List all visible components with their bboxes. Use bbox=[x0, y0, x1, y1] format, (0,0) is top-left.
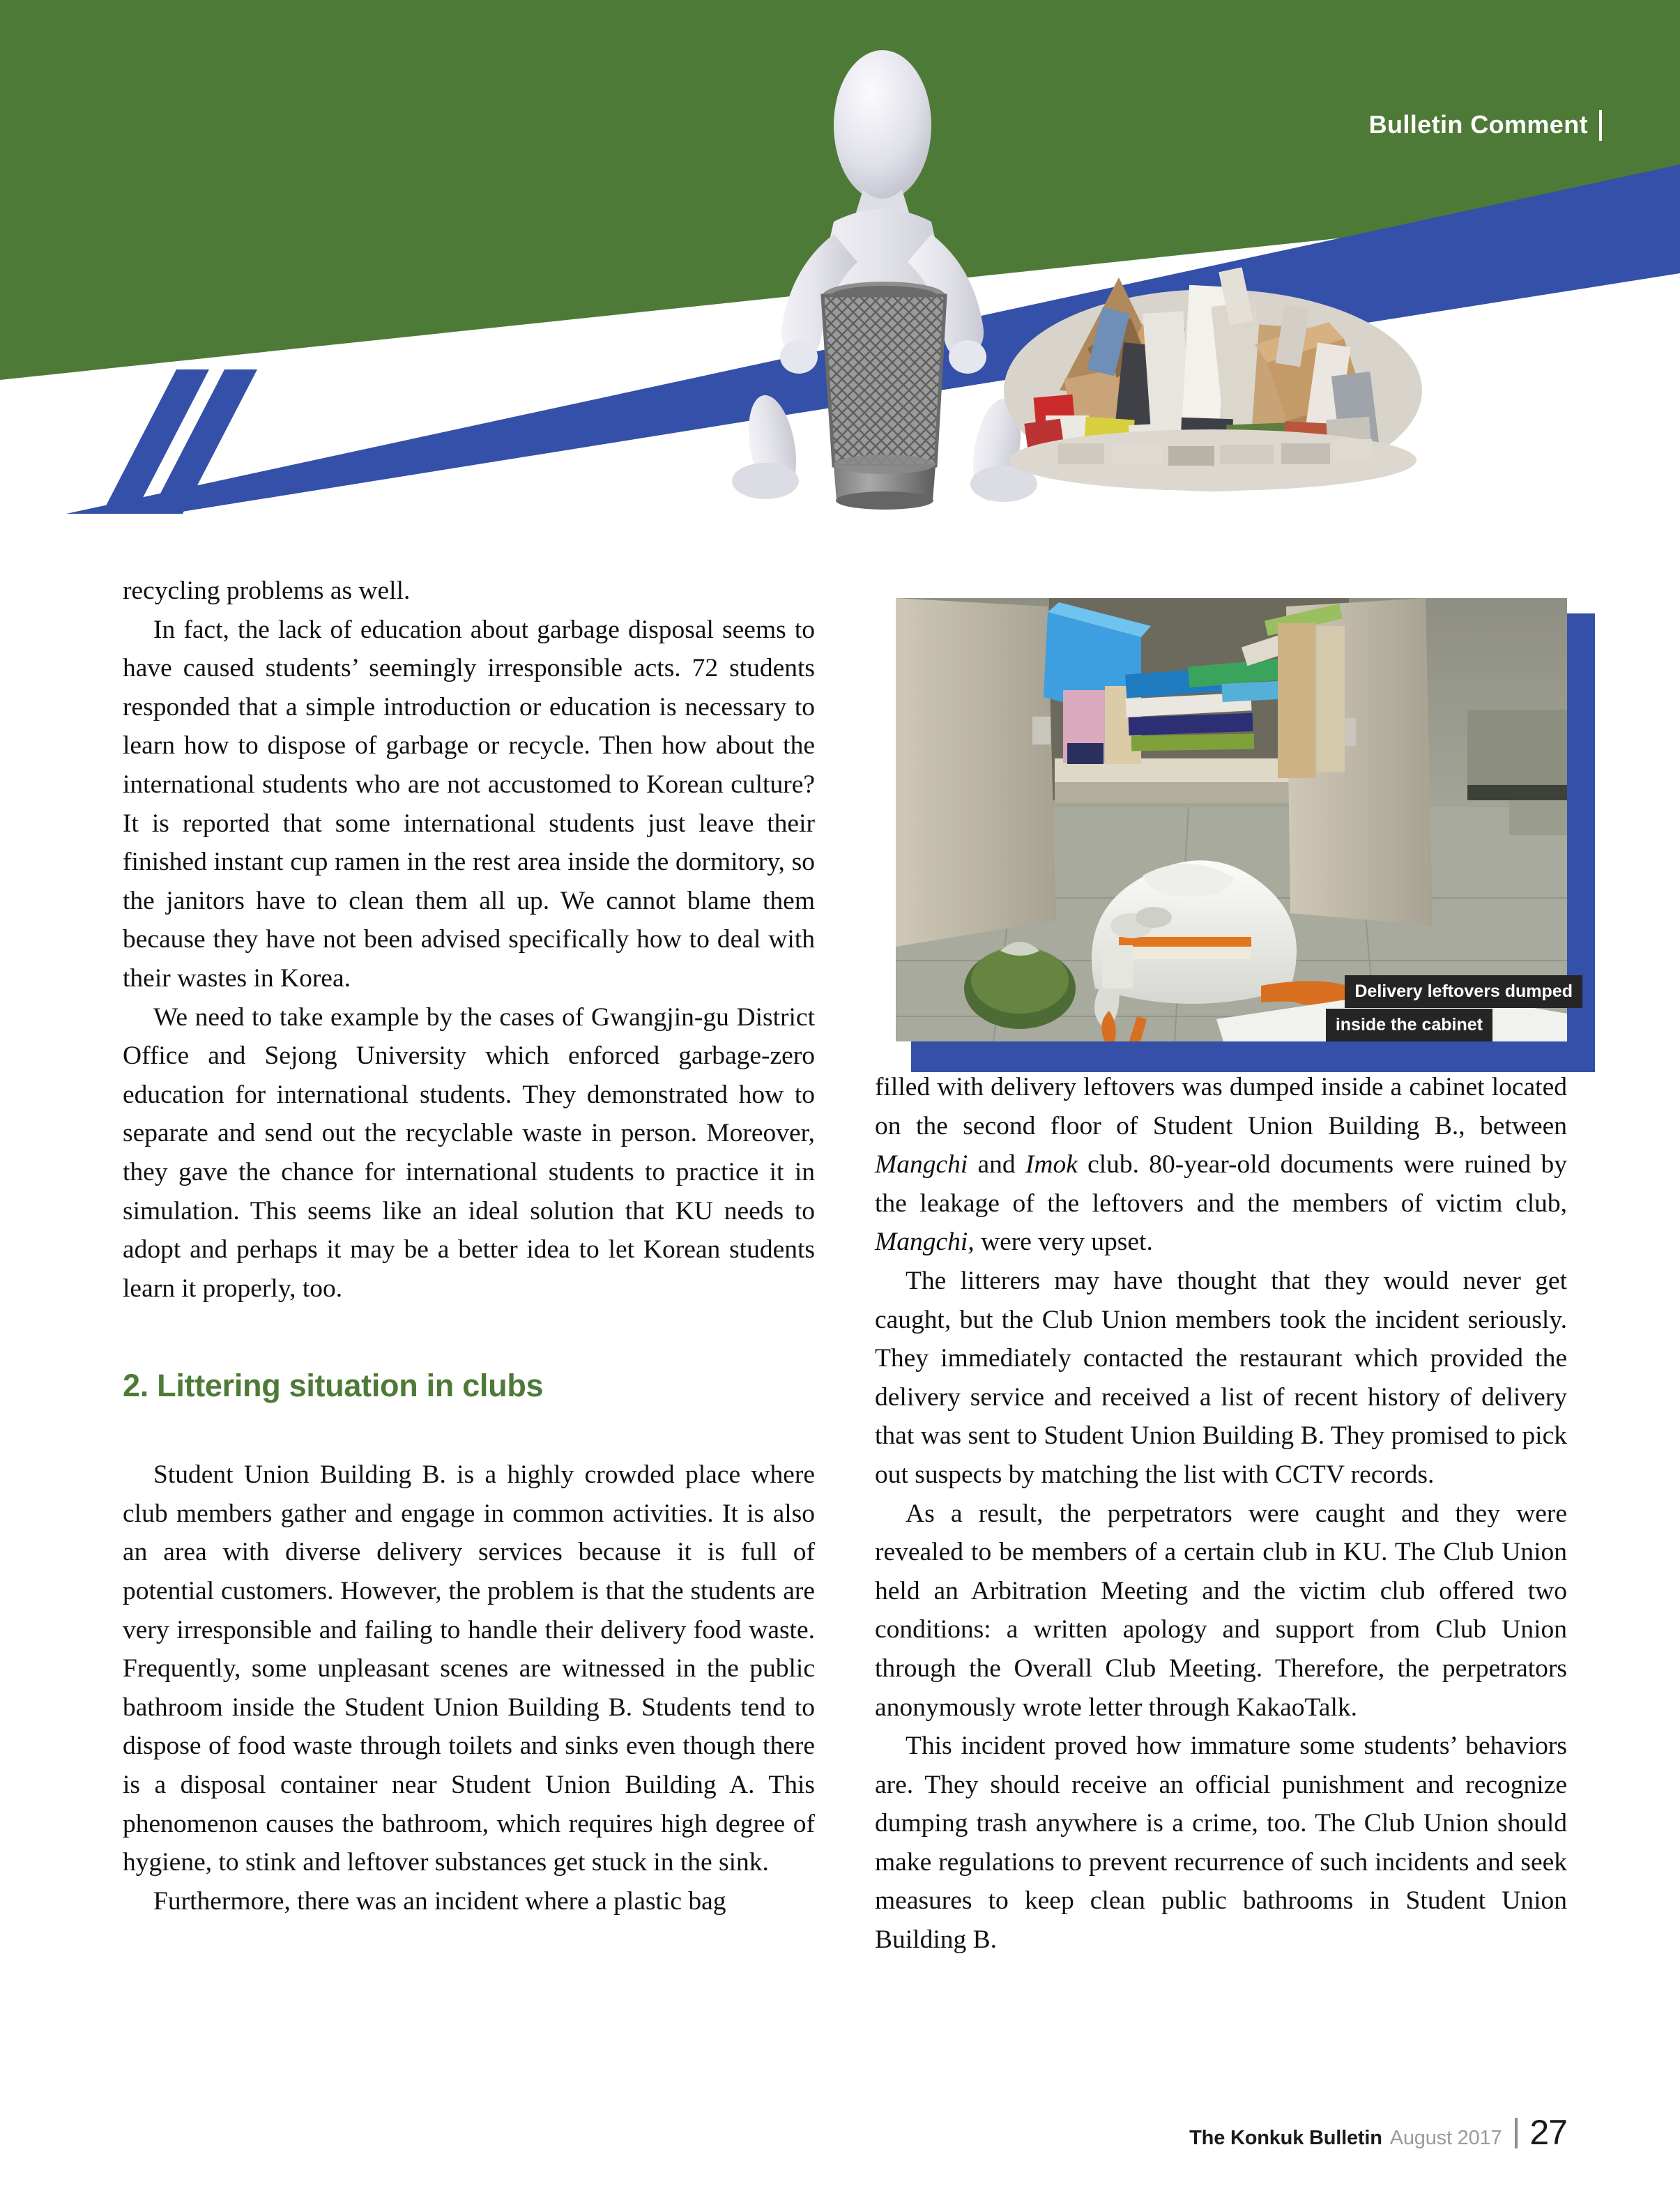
page-footer bbox=[1189, 2112, 1567, 2153]
paragraph: Furthermore, there was an incident where a plastic bag bbox=[153, 1886, 726, 1916]
paragraph-text: club. 80-year-old documents were ruined by the leakage of the leftovers and the members of victim club, bbox=[875, 1150, 1567, 1218]
paragraph: As a result, the perpetrators were caught and they were revealed to be members of a certain club in KU. The Club Union held an Arbitration Meeting and the victim club offered two conditions: a written apology and support from Club Union through the Overall Club Meeting. Therefore, the perpetrators anonymously wrote letter through KakaoTalk. bbox=[875, 1499, 1567, 1722]
paragraph-text: and bbox=[968, 1150, 1025, 1179]
left-text-column bbox=[123, 572, 815, 1920]
paragraph: In fact, the lack of education about garbage disposal seems to have caused students’ seemingly irresponsible acts. 72 students responded that a simple introduction or education is necessary to learn how to dispose of garbage or recycle. Then how about the international students who are not accustomed to Korean culture? It is reported that some international students just leave their finished instant cup ramen in the rest area inside the dormitory, so the janitors have to clean them all up. We cannot blame them because they have not been advised specifically how to deal with their wastes in Korea. bbox=[123, 615, 815, 993]
club-name-italic: Imok bbox=[1025, 1150, 1078, 1179]
footer-divider bbox=[1515, 2118, 1518, 2148]
paragraph: We need to take example by the cases of Gwangjin-gu District Office and Sejong University which enforced garbage-zero education for international students. They demonstrated how to separate and send out the recyclable waste in person. Moreover, they gave the chance for international students to practice it in simulation. This seems like an ideal solution that KU needs to adopt and perhaps it may be a better idea to let Korean students learn it properly, too. bbox=[123, 1002, 815, 1303]
spacer bbox=[123, 1405, 815, 1456]
section-kicker-label: Bulletin Comment bbox=[1368, 110, 1588, 139]
paragraph-text: filled with delivery leftovers was dumped inside a cabinet located on the second floor of Student Union Building B., between bbox=[875, 1073, 1567, 1140]
footer-page-number: 27 bbox=[1529, 2113, 1567, 2152]
masthead-geometry bbox=[0, 0, 1680, 551]
spacer bbox=[123, 1308, 815, 1366]
paragraph: This incident proved how immature some students’ behaviors are. They should receive an official punishment and recognize dumping trash anywhere is a crime, too. The Club Union should make regulations to prevent recurrence of such incidents and seek measures to keep clean public bathrooms in Student Union Building B. bbox=[875, 1732, 1567, 1955]
footer-publication: The Konkuk Bulletin bbox=[1189, 2127, 1382, 2149]
club-name-italic: Mangchi bbox=[875, 1150, 968, 1179]
section-kicker bbox=[1369, 110, 1602, 141]
club-name-italic: Mangchi, bbox=[875, 1228, 975, 1257]
paragraph bbox=[875, 1068, 1567, 1262]
green-banner-shape bbox=[0, 0, 1680, 380]
right-text-column bbox=[875, 572, 1567, 1960]
kicker-rule-icon bbox=[1599, 110, 1602, 141]
page-masthead bbox=[0, 0, 1680, 551]
paragraph: The litterers may have thought that they would never get caught, but the Club Union members took the incident seriously. They immediately contacted the restaurant which provided the delivery service and received a list of recent history of delivery that was sent to Student Union Building B. They promised to pick out suspects by matching the list with CCTV records. bbox=[875, 1266, 1567, 1489]
photo-caption-line-2: inside the cabinet bbox=[1326, 1009, 1492, 1041]
photo-caption-line-1: Delivery leftovers dumped bbox=[1345, 975, 1582, 1008]
paragraph-text: were very upset. bbox=[974, 1228, 1153, 1257]
paragraph: recycling problems as well. bbox=[123, 576, 411, 605]
footer-issue: August 2017 bbox=[1389, 2127, 1502, 2149]
section-heading: 2. Littering situation in clubs bbox=[123, 1368, 544, 1404]
paragraph: Student Union Building B. is a highly crowded place where club members gather and engage in common activities. It is also an area with diverse delivery services because it is full of potential customers. However, the problem is that the students are very irresponsible and failing to handle their delivery food waste. Frequently, some unpleasant scenes are witnessed in the public bathroom inside the Student Union Building B. Students tend to dispose of food waste through toilets and sinks even though there is a disposal container near Student Union Building A. This phenomenon causes the bathroom, which requires high degree of hygiene, to stink and leftover substances get stuck in the sink. bbox=[123, 1460, 815, 1877]
